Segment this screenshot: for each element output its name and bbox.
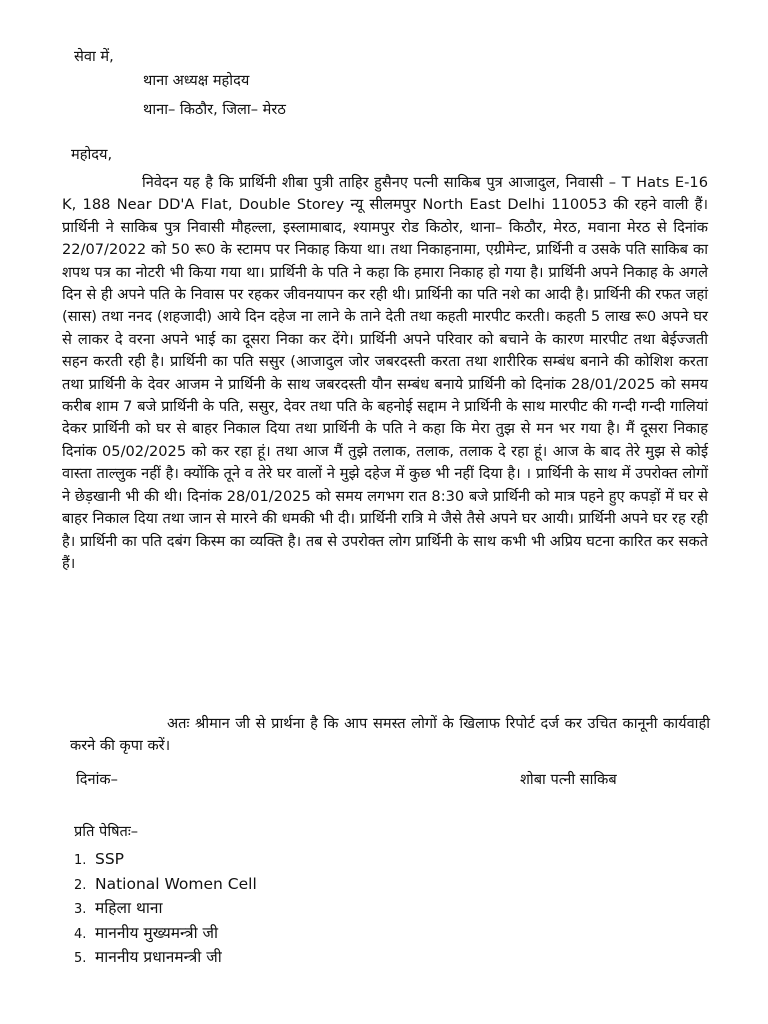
cc-item-text: माननीय प्रधानमन्त्री जी — [95, 948, 222, 966]
cc-item-number: 5. — [74, 951, 87, 966]
cc-item-number: 3. — [74, 902, 87, 917]
cc-item-text: महिला थाना — [95, 899, 163, 917]
cc-item-number: 4. — [74, 926, 87, 942]
letter-body: निवेदन यह है कि प्रार्थिनी शीबा पुत्री ताहिर हुसैनए पत्नी साकिब पुत्र आजादुल, निवासी – T Hats E-16 K, 188 Near DD'A Flat, Double Storey न्यू सीलमपुर North East Delhi 110053 की रहने वाली हैं। प्रार्थिनी ने साकिब पुत्र निवासी मौहल्ला, इस्लामाबाद, श्यामपुर रोड किठोर, थाना– किठौर, मेरठ, मवाना मेरठ से दिनांक 22/07/2022 को 50 रू0 के स्टामप पर निकाह किया था। तथा निकाहनामा, एग्रीमेन्ट, प्रार्थिनी व उसके पति साकिब का शपथ पत्र का नोटरी भी किया गया था। प्रार्थिनी के पति ने कहा कि हमारा निकाह हो गया है। प्रार्थिनी अपने निकाह के अगले दिन से ही अपने पति के निवास पर रहकर जीवनयापन कर रही थी। प्रार्थिनी का पति नशे का आदी है। प्रार्थिनी की रफत जहां (सास) तथा ननद (शहजादी) आये दिन दहेज ना लाने के ताने देती तथा कहती मारपीट करती। कहती 5 लाख रू0 अपने घर से लाकर दे वरना अपने भाई का दूसरा निका कर देंगे। प्रार्थिनी अपने परिवार को बचाने के कारण मारपीट तथा बेईज्जती सहन करती रही है। प्रार्थिनी का पति ससुर (आजादुल जोर जबरदस्ती करता तथा शारीरिक सम्बंध बनाने की कोशिश करता तथा प्रार्थिनी के देवर आजम ने प्रार्थिनी के साथ जबरदस्ती यौन सम्बंध बनाये प्रार्थिनी को दिनांक 28/01/2025 को समय करीब शाम 7 बजे प्रार्थिनी के पति, ससुर, देवर तथा पति के बहनोई सद्दाम ने प्रार्थिनी के साथ मारपीट की गन्दी गन्दी गालियां देकर प्रार्थिनी को घर से बाहर निकाल दिया तथा प्रार्थिनी के पति ने कहा कि मेरा तुझ से मन भर गया है। मैं दूसरा निकाह दिनांक 05/02/2025 को कर रहा हूं। तथा आज मैं तुझे तलाक, तलाक, तलाक दे रहा हूं। आज के बाद तेरे मुझ से कोई वास्ता ताल्लुक नहीं है। क्योंकि तूने व तेरे घर वालों ने मुझे दहेज में कुछ भी नहीं दिया है। । प्रार्थिनी के साथ में उपरोक्त लोगों ने छेड़खानी भी की थी। दिनांक 28/01/2025 को समय लगभग रात 8:30 बजे प्रार्थिनी को मात्र पहने हुए कपड़ों में घर से बाहर निकाल दिया तथा जान से मारने की धमकी भी दी। प्रार्थिनी रात्रि मे जैसे तैसे अपने घर आयी। प्रार्थिनी अपने घर रह रही है। प्रार्थिनी का पति दबंग किस्म का व्यक्ति है। तब से उपरोक्त लोग प्रार्थिनी के साथ कभी भी अप्रिय घटना कारित कर सकते हैं। — [62, 174, 708, 572]
cc-item-number: 2. — [74, 877, 87, 893]
date-label: दिनांक– — [76, 771, 118, 788]
cc-heading: प्रति पेषितः– — [74, 823, 139, 840]
salutation-to: सेवा में, — [74, 48, 114, 65]
cc-item — [74, 897, 257, 922]
cc-item-text: माननीय मुख्यमन्त्री जी — [95, 923, 219, 942]
cc-item-number: 1. — [74, 853, 87, 868]
greeting: महोदय, — [71, 146, 113, 163]
cc-item-text: SSP — [95, 850, 125, 868]
cc-item — [74, 848, 257, 873]
cc-item — [74, 946, 257, 971]
cc-item-text: National Women Cell — [95, 874, 257, 893]
cc-item — [74, 873, 257, 898]
signature: शोबा पत्नी साकिब — [520, 771, 617, 788]
recipient-address: थाना– किठौर, जिला– मेरठ — [143, 101, 286, 118]
closing-request: अतः श्रीमान जी से प्रार्थना है कि आप समस्त लोगों के खिलाफ रिपोर्ट दर्ज कर उचित कानूनी कार्यवाही करने की कृपा करें। — [70, 715, 710, 754]
recipient-title: थाना अध्यक्ष महोदय — [143, 72, 250, 89]
cc-list — [74, 848, 257, 971]
cc-item — [74, 922, 257, 947]
